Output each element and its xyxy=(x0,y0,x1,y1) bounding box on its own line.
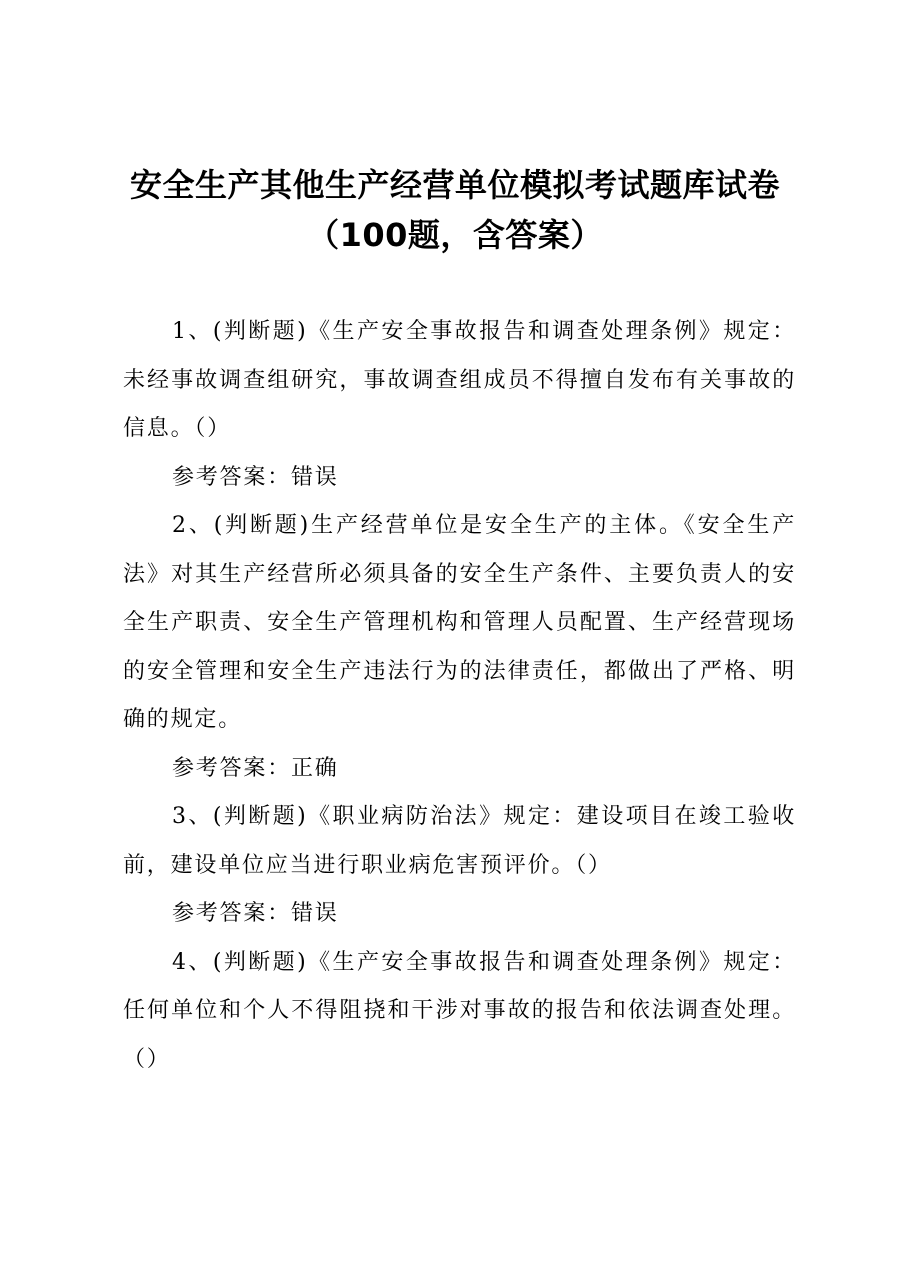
question-list xyxy=(123,308,796,1084)
document-title: 安全生产其他生产经营单位模拟考试题库试卷（100题，含答案） xyxy=(129,166,780,254)
question-item xyxy=(123,939,796,1085)
question-text: 4、(判断题)《生产安全事故报告和调查处理条例》规定：任何单位和个人不得阻挠和干涉对事故的报告和依法调查处理。（） xyxy=(123,949,796,1072)
answer-text: 参考答案：错误 xyxy=(172,464,339,490)
answer-text: 参考答案：正确 xyxy=(172,755,339,781)
question-item xyxy=(123,793,796,939)
question-text: 2、(判断题)生产经营单位是安全生产的主体。《安全生产法》对其生产经营所必须具备的安全生产条件、主要负责人的安全生产职责、安全生产管理机构和管理人员配置、生产经营现场的安全管理和安全生产违法行为的法律责任，都做出了严格、明确的规定。 xyxy=(123,513,796,732)
answer-text: 参考答案：错误 xyxy=(172,901,339,926)
question-item xyxy=(123,502,796,793)
question-text: 1、(判断题)《生产安全事故报告和调查处理条例》规定：未经事故调查组研究，事故调查组成员不得擅自发布有关事故的信息。（） xyxy=(123,319,796,441)
question-item xyxy=(123,308,796,502)
question-text: 3、(判断题)《职业病防治法》规定：建设项目在竣工验收前，建设单位应当进行职业病危害预评价。（） xyxy=(123,804,796,878)
